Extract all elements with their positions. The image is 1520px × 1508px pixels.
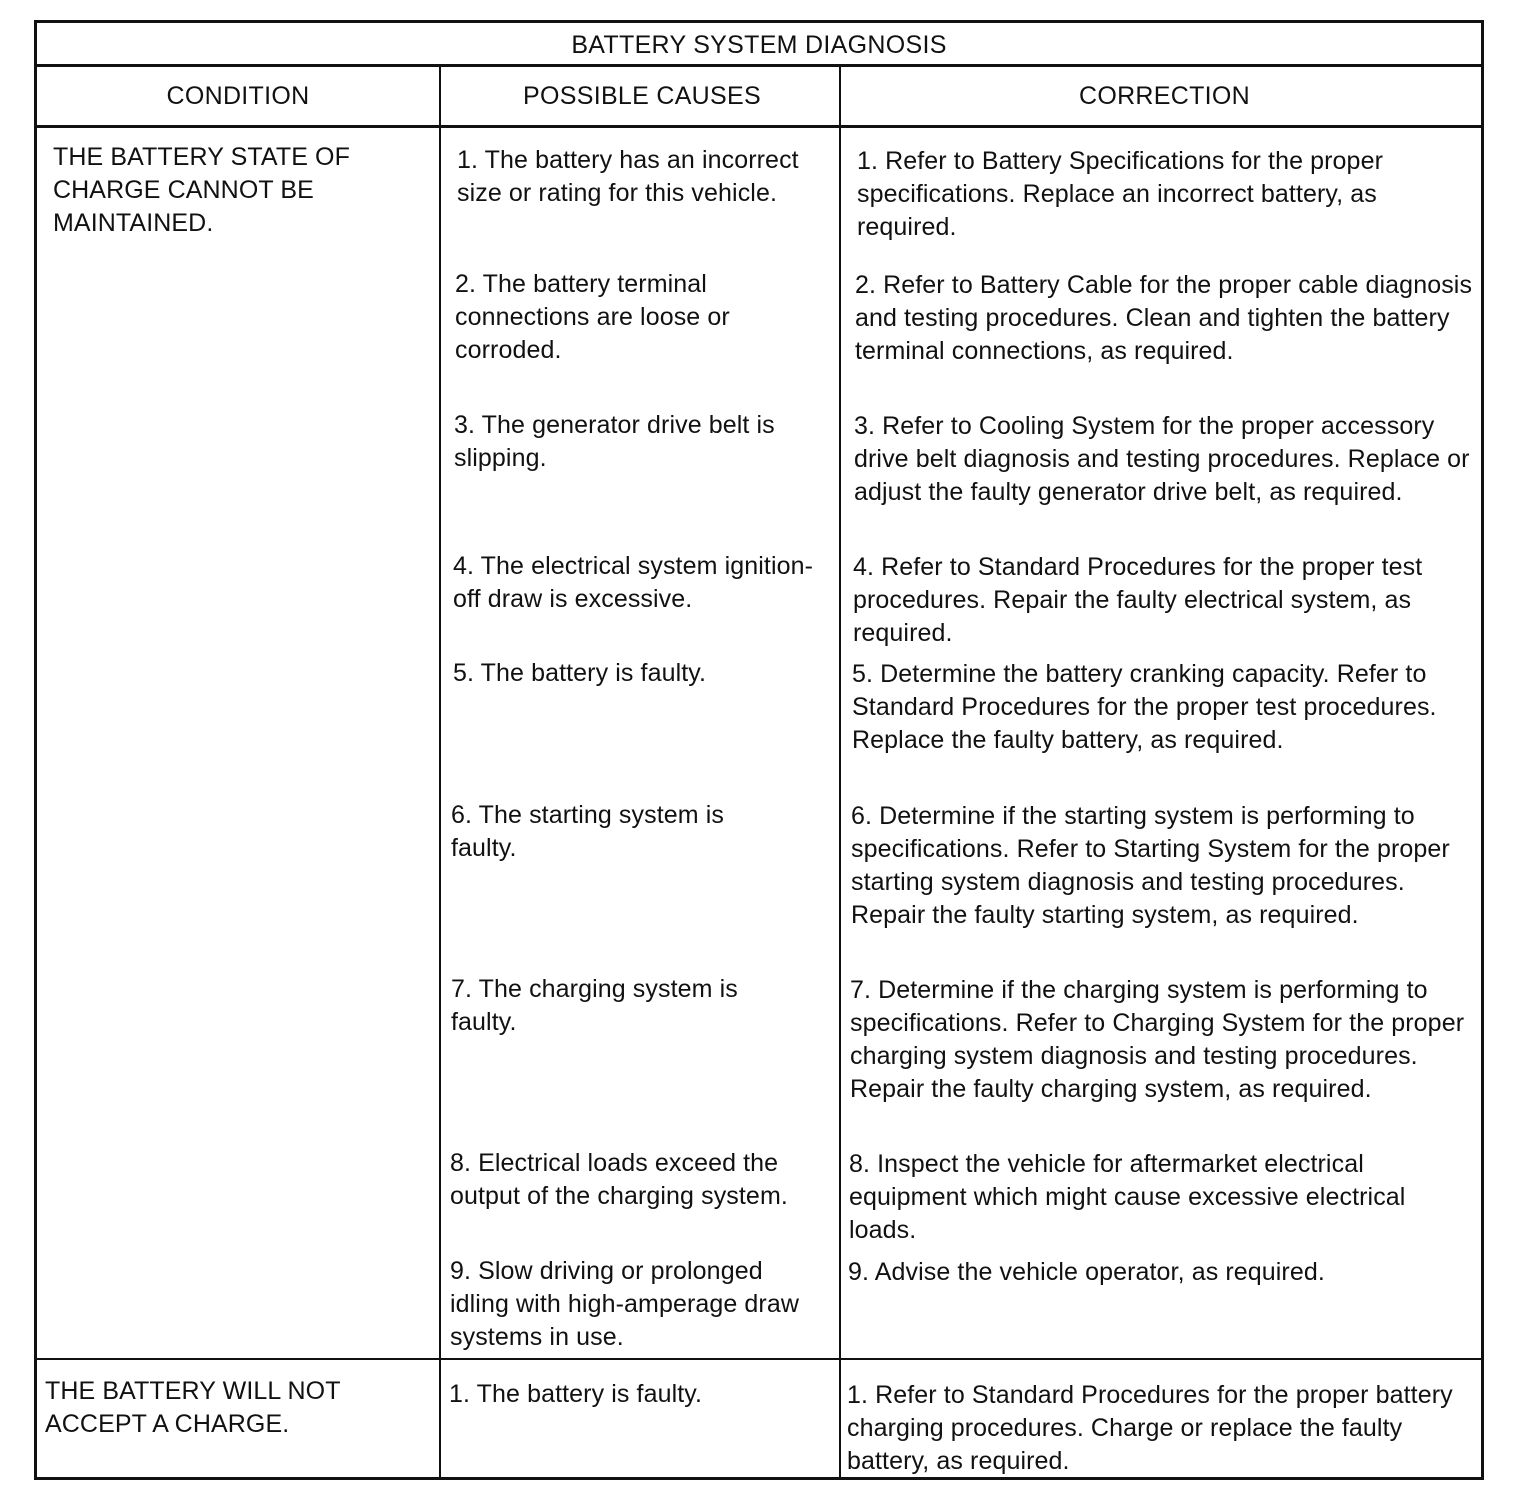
cause-cell: 4. The electrical system ignition-off draw is excessive. <box>453 552 814 613</box>
header-possible-causes: POSSIBLE CAUSES <box>523 82 761 110</box>
cause-cell: 1. The battery is faulty. <box>449 1380 703 1408</box>
header-correction: CORRECTION <box>1078 82 1251 110</box>
correction-cell: 6. Determine if the starting system is performing to specifications. Refer to Starting System for the proper starting system diagnosis and testing procedures. Repair the faulty starting system, as required. <box>851 802 1450 929</box>
row-divider <box>37 1358 1481 1360</box>
correction-cell: 1. Refer to Standard Procedures for the proper battery charging procedures. Charge or replace the faulty battery, as required. <box>847 1381 1453 1475</box>
correction-cell: 7. Determine if the charging system is performing to specifications. Refer to Charging System for the proper charging system diagnosis and testing procedures. Repair the faulty charging system, as required. <box>850 976 1465 1103</box>
cause-cell: 5. The battery is faulty. <box>453 659 707 687</box>
correction-cell: 8. Inspect the vehicle for aftermarket electrical equipment which might cause excessive electrical loads. <box>849 1150 1406 1244</box>
cause-cell: 7. The charging system is faulty. <box>451 975 738 1036</box>
correction-cell: 2. Refer to Battery Cable for the proper cable diagnosis and testing procedures. Clean and tighten the battery terminal connections, as required. <box>855 271 1473 365</box>
table-title: BATTERY SYSTEM DIAGNOSIS <box>37 23 1481 67</box>
header-row <box>37 67 1481 128</box>
header-condition: CONDITION <box>166 82 310 110</box>
correction-cell: 4. Refer to Standard Procedures for the proper test procedures. Repair the faulty electrical system, as required. <box>853 553 1423 647</box>
cause-cell: 8. Electrical loads exceed the output of the charging system. <box>450 1149 788 1210</box>
cause-cell: 9. Slow driving or prolonged idling with high-amperage draw systems in use. <box>450 1257 800 1351</box>
correction-cell: 1. Refer to Battery Specifications for the proper specifications. Replace an incorrect battery, as required. <box>857 147 1383 241</box>
condition-cell: THE BATTERY WILL NOT ACCEPT A CHARGE. <box>45 1377 341 1438</box>
correction-cell: 3. Refer to Cooling System for the proper accessory drive belt diagnosis and testing procedures. Replace or adjust the faulty generator drive belt, as required. <box>854 412 1470 506</box>
diagnosis-table <box>34 20 1484 1480</box>
column-divider <box>439 67 441 1477</box>
cause-cell: 6. The starting system is faulty. <box>451 801 724 862</box>
cause-cell: 1. The battery has an incorrect size or rating for this vehicle. <box>457 146 799 207</box>
cause-cell: 2. The battery terminal connections are loose or corroded. <box>455 270 730 364</box>
cause-cell: 3. The generator drive belt is slipping. <box>454 411 775 472</box>
correction-cell: 5. Determine the battery cranking capacity. Refer to Standard Procedures for the proper test procedures. Replace the faulty battery, as required. <box>852 660 1437 754</box>
condition-cell: THE BATTERY STATE OF CHARGE CANNOT BE MAINTAINED. <box>53 143 350 237</box>
correction-cell: 9. Advise the vehicle operator, as required. <box>848 1258 1325 1286</box>
column-divider <box>839 67 841 1477</box>
